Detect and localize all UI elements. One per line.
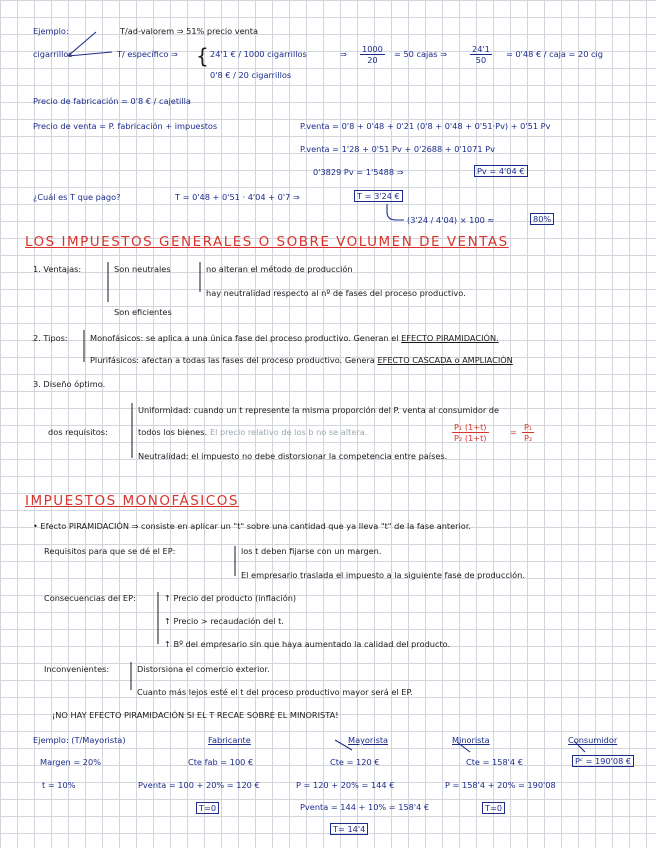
monophasic-def	[90, 333, 499, 343]
monophasic-text: Monofásicos: se aplica a una única fase del proceso productivo. Generan el	[90, 333, 399, 343]
heading-general-taxes: LOS IMPUESTOS GENERALES O SOBRE VOLUMEN DE VENTAS	[25, 234, 509, 250]
ep-requirements-label: Requisitos para que se dé el EP:	[44, 546, 176, 556]
equals-sign: =	[510, 427, 517, 437]
margin-value: Margen = 20%	[40, 757, 101, 767]
ad-valorem-text: T/ad-valorem ⇒ 51% precio venta	[120, 26, 259, 36]
cigarettes-label: cigarrillos	[33, 49, 73, 59]
sale-price-result: Pv = 4'04 €	[474, 165, 528, 177]
tax-calc: T = 0'48 + 0'51 · 4'04 + 0'7 ⇒	[175, 192, 300, 202]
manufacturer-sale-price: Pventa = 100 + 20% = 120 €	[138, 780, 260, 790]
wholesaler-tax: T= 14'4	[330, 823, 368, 835]
types-label: 2. Tipos:	[33, 333, 68, 343]
sale-price-eq2: P.venta = 1'28 + 0'51 Pv + 0'2688 + 0'1071 Pv	[300, 144, 495, 154]
ep-requirement-2: El empresario traslada el impuesto a la siguiente fase de producción.	[241, 570, 525, 580]
no-pyramid-note: ¡NO HAY EFECTO PIRAMIDACIÓN SI EL T RECAE SOBRE EL MINORISTA!	[52, 710, 339, 720]
pluriphasic-def	[90, 355, 513, 365]
frac-den: 20	[367, 55, 378, 65]
optimal-design-label: 3. Diseño óptimo.	[33, 379, 106, 389]
frac-num: 1000	[362, 44, 383, 54]
frac-den: 50	[475, 55, 487, 65]
pyramid-effect-def: • Efecto PIRAMIDACIÓN ⇒ consiste en aplicar un "t" sobre una cantidad que ya lleva "t" de la fase anterior.	[33, 521, 472, 531]
uniformity-cont: todos los bienes.	[138, 427, 208, 437]
example-label: Ejemplo:	[33, 26, 69, 36]
question-tax: ¿Cuál es T que pago?	[33, 192, 121, 202]
sale-price-eq1: P.venta = 0'8 + 0'48 + 0'21 (0'8 + 0'48 + 0'51·Pv) + 0'51 Pv	[300, 121, 551, 131]
requirements-label: dos requisitos:	[48, 427, 108, 437]
sale-price-eq3: 0'3829 Pv = 1'5488 ⇒	[313, 167, 404, 177]
ep-consequence-2: ↑ Precio > recaudación del t.	[164, 616, 284, 626]
tax-result: T = 3'24 €	[354, 190, 403, 202]
frac-den: P₂	[524, 433, 533, 443]
relative-price-note: El precio relativo de los b no se altera.	[210, 427, 368, 437]
ep-consequences-label: Consecuencias del EP:	[44, 593, 136, 603]
frac-den: P₂ (1+t)	[454, 433, 487, 443]
tax-percent-result: 80%	[530, 213, 554, 225]
per-box-result: = 0'48 € / caja = 20 cig	[506, 49, 603, 59]
drawback-1: Distorsiona el comercio exterior.	[137, 664, 270, 674]
brace: {	[196, 44, 209, 68]
specific-tax-rate: 24'1 € / 1000 cigarrillos	[210, 49, 307, 59]
col-manufacturer: Fabricante	[208, 735, 251, 745]
tax-rate-value: t = 10%	[42, 780, 76, 790]
ep-requirement-1: los t deben fijarse con un margen.	[241, 546, 382, 556]
neutrality-def: Neutralidad: el impuesto no debe distorsionar la competencia entre países.	[138, 451, 448, 461]
advantages-label: 1. Ventajas:	[33, 264, 82, 274]
tax-percent-calc: (3'24 / 4'04) × 100 ≈	[407, 215, 495, 225]
pyramid-effect-label: EFECTO PIRAMIDACIÓN.	[401, 333, 499, 343]
ep-consequence-3: ↑ Bº del empresario sin que haya aumentado la calidad del producto.	[164, 639, 451, 649]
cascade-effect-label: EFECTO CASCADA o AMPLIACIÓN	[377, 355, 513, 365]
frac-num: 24'1	[472, 44, 490, 54]
wholesaler-price-with-tax: Pventa = 144 + 10% = 158'4 €	[300, 802, 430, 812]
pluriphasic-text: Plurifásicos: afectan a todas las fases del proceso productivo. Genera	[90, 355, 375, 365]
manufacturer-tax: T=0	[196, 802, 219, 814]
ep-consequence-1: ↑ Precio del producto (inflación)	[164, 593, 297, 603]
retailer-cost: Cte = 158'4 €	[466, 757, 523, 767]
wholesaler-sale-price: P = 120 + 20% = 144 €	[296, 780, 395, 790]
pack-price: 0'8 € / 20 cigarrillos	[210, 70, 292, 80]
fraction-per-box	[470, 44, 492, 65]
frac-num: P₁ (1+t)	[454, 422, 487, 432]
fraction-boxes	[360, 44, 385, 65]
drawback-2: Cuanto más lejos esté el t del proceso productivo mayor será el EP.	[137, 687, 413, 697]
col-wholesaler: Mayorista	[348, 735, 389, 745]
neutral-point-1: no alteran el método de producción	[206, 264, 353, 274]
example-header: Ejemplo: (T/Mayorista)	[33, 735, 126, 745]
consumer-price: Pᶜ = 190'08 €	[572, 755, 634, 767]
price-ratio-simple	[522, 422, 534, 443]
sale-price-def: Precio de venta = P. fabricación + impuestos	[33, 121, 218, 131]
retailer-tax: T=0	[482, 802, 505, 814]
manufacturing-price: Precio de fabricación = 0'8 € / cajetilla	[33, 96, 191, 106]
col-consumer: Consumidor	[568, 735, 618, 745]
neutral-point-2: hay neutralidad respecto al nº de fases del proceso productivo.	[206, 288, 466, 298]
drawbacks-label: Inconvenientes:	[44, 664, 110, 674]
neutral-label: Son neutrales	[114, 264, 171, 274]
specific-tax-label: T/ específico ⇒	[117, 49, 178, 59]
frac-num: P₁	[524, 422, 533, 432]
boxes-text: = 50 cajas ⇒	[394, 49, 448, 59]
uniformity-def: Uniformidad: cuando un t represente la misma proporción del P. venta al consumidor de	[138, 405, 500, 415]
retailer-sale-price: P = 158'4 + 20% = 190'08	[445, 780, 556, 790]
arrow: ⇒	[340, 49, 347, 59]
price-ratio-fraction	[452, 422, 489, 443]
col-retailer: Minorista	[452, 735, 490, 745]
efficient-label: Son eficientes	[114, 307, 172, 317]
wholesaler-cost: Cte = 120 €	[330, 757, 380, 767]
manufacturer-cost: Cte fab = 100 €	[188, 757, 254, 767]
heading-monophasic: IMPUESTOS MONOFÁSICOS	[25, 493, 239, 509]
